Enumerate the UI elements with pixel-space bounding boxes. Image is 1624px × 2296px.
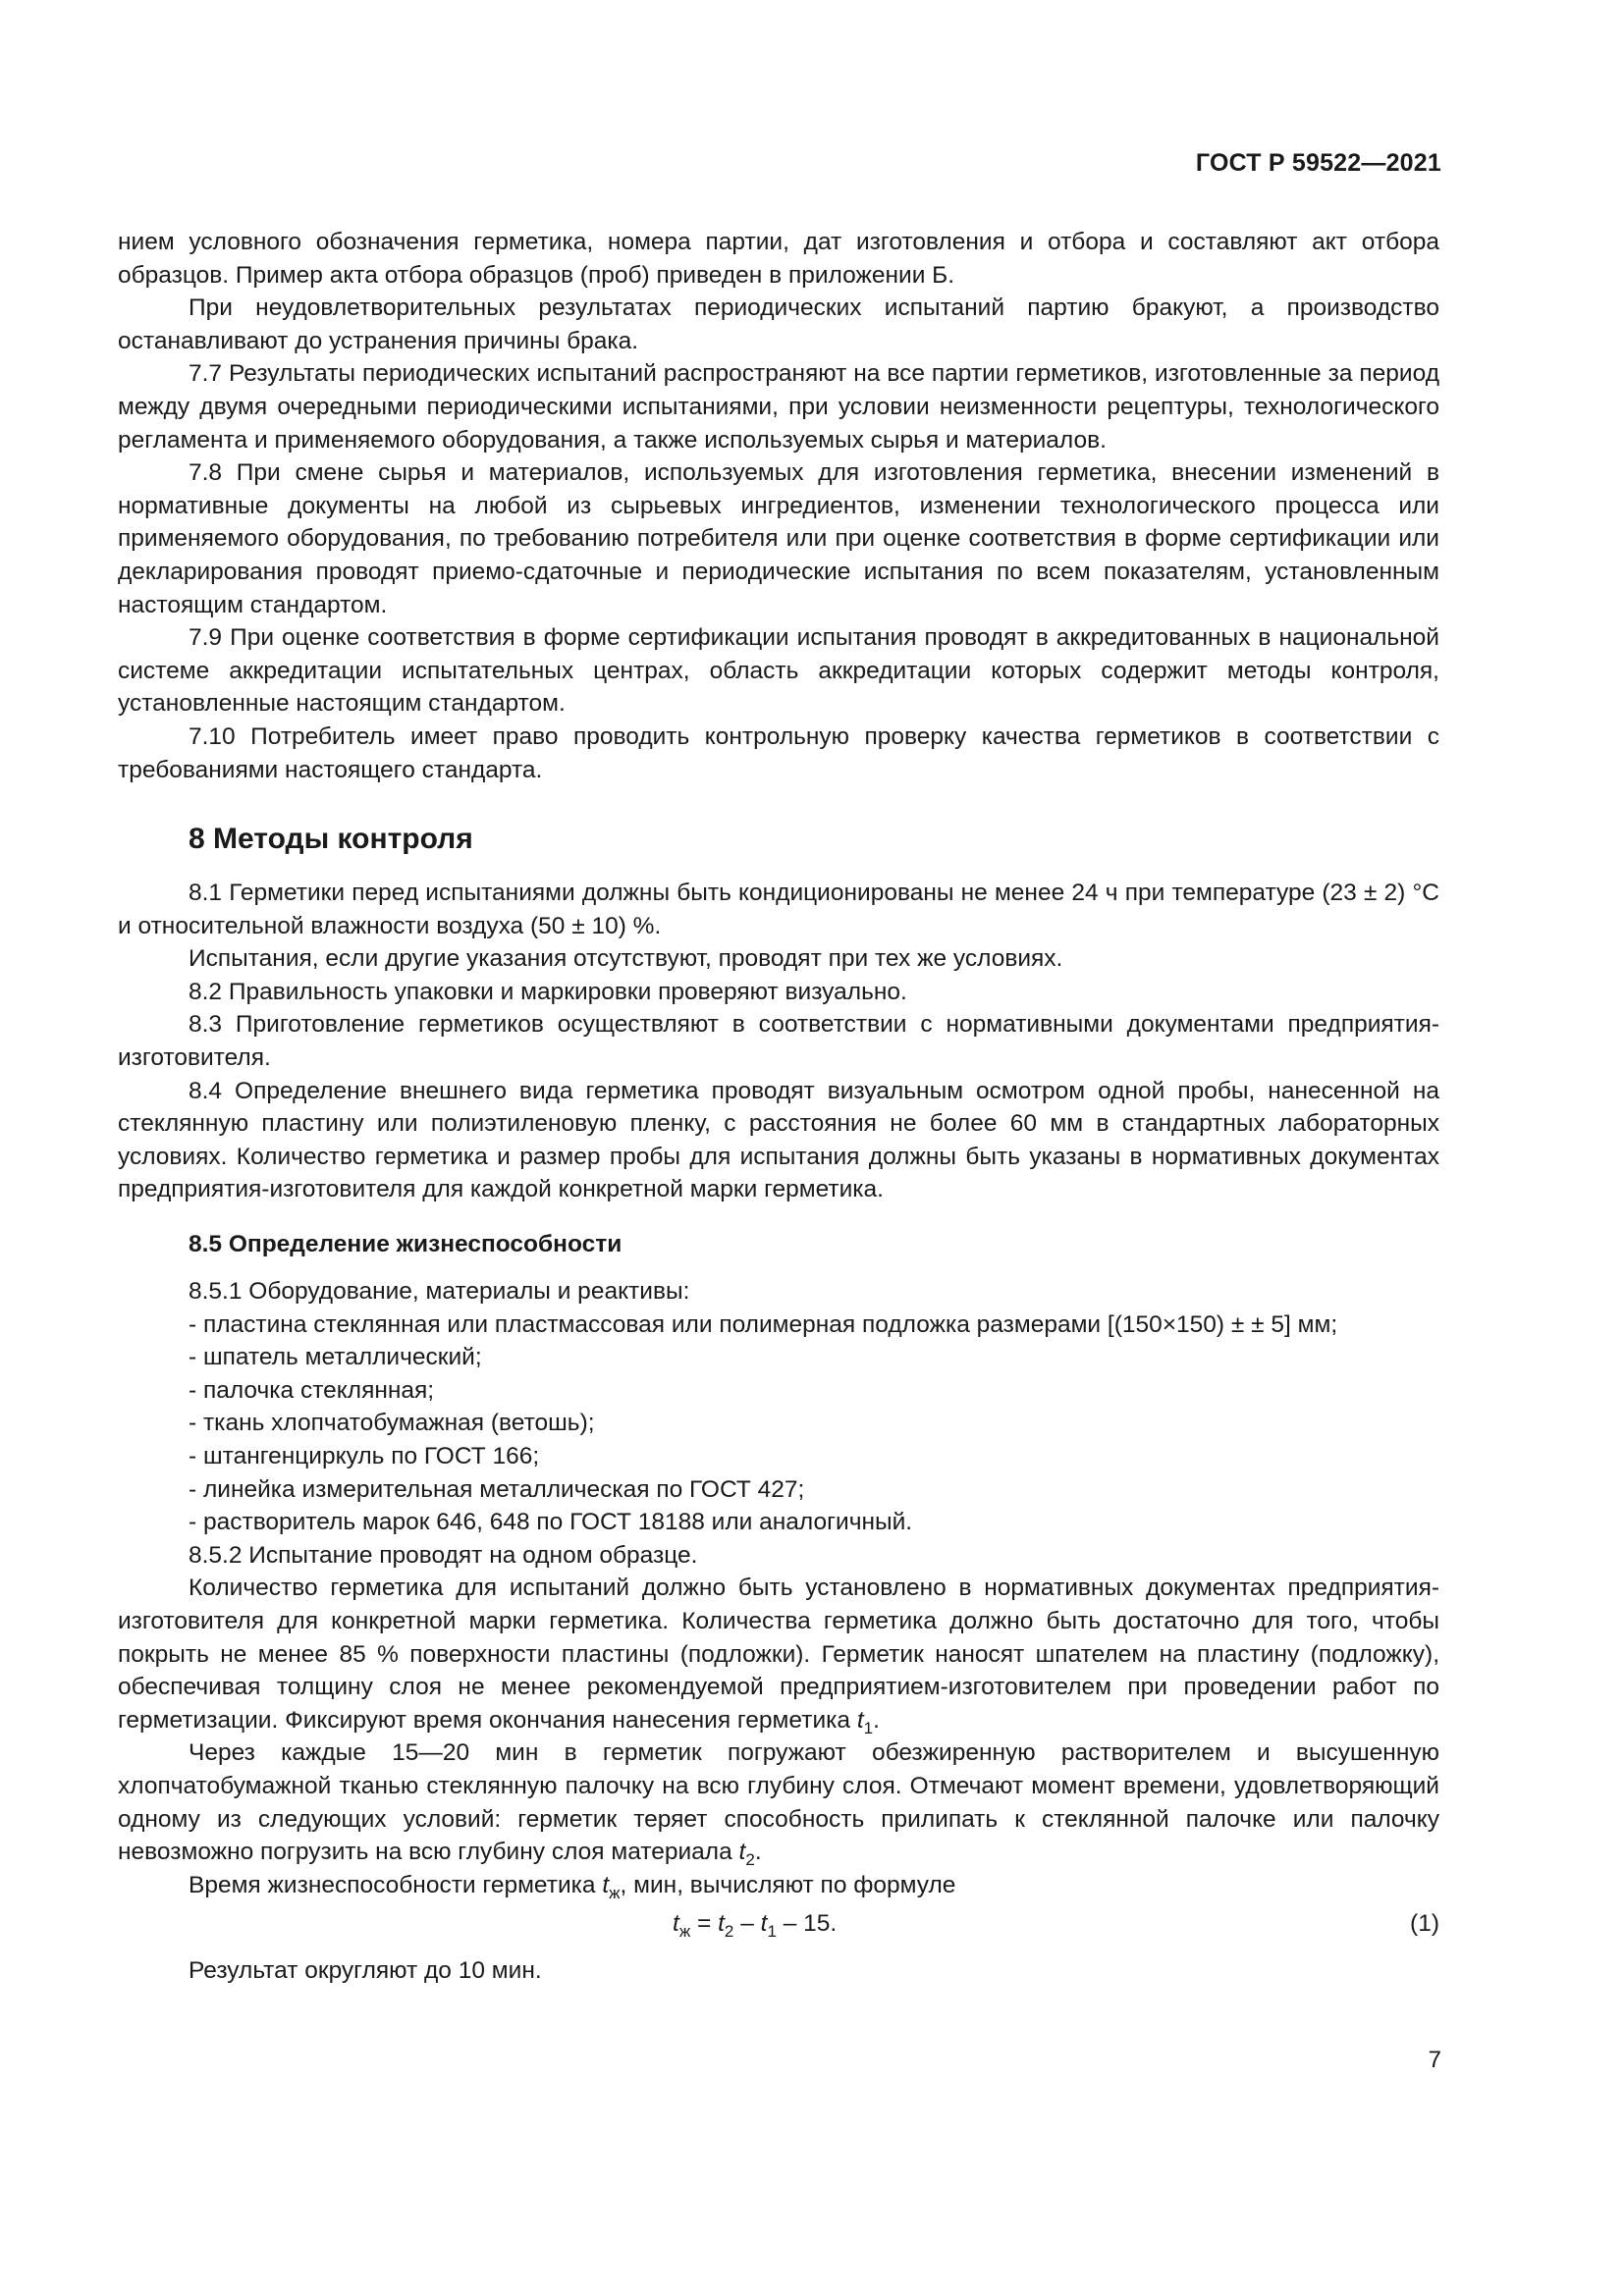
list-item: - штангенциркуль по ГОСТ 166; [189,1443,540,1469]
subscript: 1 [863,1718,874,1737]
formula [673,1907,837,1941]
subscript: ж [678,1922,691,1942]
formula-operator: = [690,1910,719,1938]
variable-t: t [760,1910,768,1938]
document-code-header: ГОСТ Р 59522—2021 [1195,149,1441,177]
variable-t: t [602,1871,610,1898]
paragraph-8-5-1: 8.5.1 Оборудование, материалы и реактивы: [189,1278,690,1306]
paragraph-7-7: 7.7 Результаты периодических испытаний распространяют на все партии герметиков, изготовленные за период между двумя очередными периодическими испытаниями, при условии неизменности рецептуры, технологического регламента и применяемого оборудования, а также используемых сырья и материалов. [118,360,1439,454]
subscript: 2 [745,1850,755,1870]
section-8-5-heading: 8.5 Определение жизнеспособности [189,1231,623,1258]
paragraph-7-10: 7.10 Потребитель имеет право проводить контрольную проверку качества герметиков в соответствии с требованиями настоящего стандарта. [118,722,1439,783]
list-item: - пластина стеклянная или пластмассовая или полимерная подложка размерами [(150×150) ± ± 5] мм; [189,1310,1338,1338]
subscript: ж [609,1883,621,1902]
formula-number: (1) [1410,1910,1439,1938]
paragraph-8-2: 8.2 Правильность упаковки и маркировки проверяют визуально. [189,978,907,1005]
formula-operator: – 15. [776,1910,838,1938]
paragraph-text: Время жизнеспособности герметика [189,1871,596,1898]
paragraph-continuation: нием условного обозначения герметика, номера партии, дат изготовления и отбора и составляют акт отбора образцов. Пример акта отбора образцов (проб) приведен в приложении Б. [118,229,1439,289]
paragraph-test-procedure: Через каждые 15—20 мин в герметик погружают обезжиренную растворителем и высушенную хлопчатобумажной тканью стеклянную палочку на всю глубину слоя. Отмечают момент времени, удовлетворяющий одному из следующих условий: герметик теряет способность прилипать к стеклянной палочке или палочку невозможно погрузить на всю глубину слоя материала $t_2$. [118,1739,1439,1870]
list-item: - ткань хлопчатобумажная (ветошь); [189,1410,595,1437]
variable-t: t [738,1839,746,1866]
paragraph-text: Количество герметика для испытаний должно быть установлено в нормативных документах предприятия-изготовителя для конкретной марки герметика. Количества герметика должно быть достаточно для того, чтобы покрыть не менее 85 % поверхности пластины (подложки). Герметик наносят шпателем на пластину (подложку), обеспечивая толщину слоя не менее рекомендуемой предприятием-изготовителем при проведении работ по герметизации. Фиксируют время окончания нанесения герметика [118,1575,1439,1734]
paragraph-text: , мин, вычисляют по формуле [620,1871,956,1898]
list-item: - шпатель металлический; [189,1344,482,1371]
page-number: 7 [1428,2047,1441,2073]
paragraph-8-5-2: 8.5.2 Испытание проводят на одном образце. [189,1541,698,1569]
list-item: - палочка стеклянная; [189,1376,435,1404]
subscript: 2 [724,1922,734,1942]
paragraph-8-4: 8.4 Определение внешнего вида герметика проводят визуальным осмотром одной пробы, нанесенной на стеклянную пластину или полиэтиленовую пленку, с расстояния не более 60 мм в стандартных лабораторных условиях. Количество герметика и размер пробы для испытания должны быть указаны в нормативных документах предприятия-изготовителя для каждой конкретной марки герметика. [118,1077,1439,1203]
paragraph-8-3: 8.3 Приготовление герметиков осуществляют в соответствии с нормативными документами предприятия-изготовителя. [118,1011,1439,1072]
variable-t: t [856,1706,864,1734]
paragraph-result: Результат округляют до 10 мин. [189,1957,542,1985]
paragraph-7-8: 7.8 При смене сырья и материалов, используемых для изготовления герметика, внесении изменений в нормативные документы на любой из сырьевых ингредиентов, изменении технологического процесса или применяемого оборудования, по требованию потребителя или при оценке соответствия в форме сертификации или декларирования проводят приемо-сдаточные и периодические испытания по всем показателям, установленным настоящим стандартом. [118,459,1439,618]
paragraph-application: Количество герметика для испытаний должно быть установлено в нормативных документах предприятия-изготовителя для конкретной марки герметика. Количества герметика должно быть достаточно для того, чтобы покрыть не менее 85 % поверхности пластины (подложки). Герметик наносят шпателем на пластину (подложку), обеспечивая толщину слоя не менее рекомендуемой предприятием-изготовителем при проведении работ по герметизации. Фиксируют время окончания нанесения герметика $t_1$. [118,1575,1439,1737]
paragraph-formula-intro [118,1869,1439,1902]
variable-t: t [673,1910,679,1938]
list-item: - линейка измерительная металлическая по ГОСТ 427; [189,1475,805,1503]
paragraph-7-9: 7.9 При оценке соответствия в форме сертификации испытания проводят в аккредитованных в национальной системе аккредитации испытательных центрах, область аккредитации которых содержит методы контроля, установленные настоящим стандартом. [118,624,1439,718]
section-8-heading: 8 Методы контроля [189,823,473,856]
paragraph: При неудовлетворительных результатах периодических испытаний партию бракуют, а производство останавливают до устранения причины брака. [118,294,1439,354]
list-item: - растворитель марок 646, 648 по ГОСТ 18188 или аналогичный. [189,1509,913,1536]
page-content [118,226,1439,1988]
paragraph: Испытания, если другие указания отсутствуют, проводят при тех же условиях. [189,945,1063,973]
variable-t: t [718,1910,725,1938]
formula-row [118,1907,1439,1947]
paragraph-8-1: 8.1 Герметики перед испытаниями должны быть кондиционированы не менее 24 ч при температуре (23 ± 2) °С и относительной влажности воздуха (50 ± 10) %. [118,880,1439,939]
formula-operator: – [733,1910,761,1938]
subscript: 1 [767,1922,777,1942]
paragraph-text: Через каждые 15—20 мин в герметик погружают обезжиренную растворителем и высушенную хлопчатобумажной тканью стеклянную палочку на всю глубину слоя. Отмечают момент времени, удовлетворяющий одному из следующих условий: герметик теряет способность прилипать к стеклянной палочке или палочку невозможно погрузить на всю глубину слоя материала [118,1739,1439,1866]
